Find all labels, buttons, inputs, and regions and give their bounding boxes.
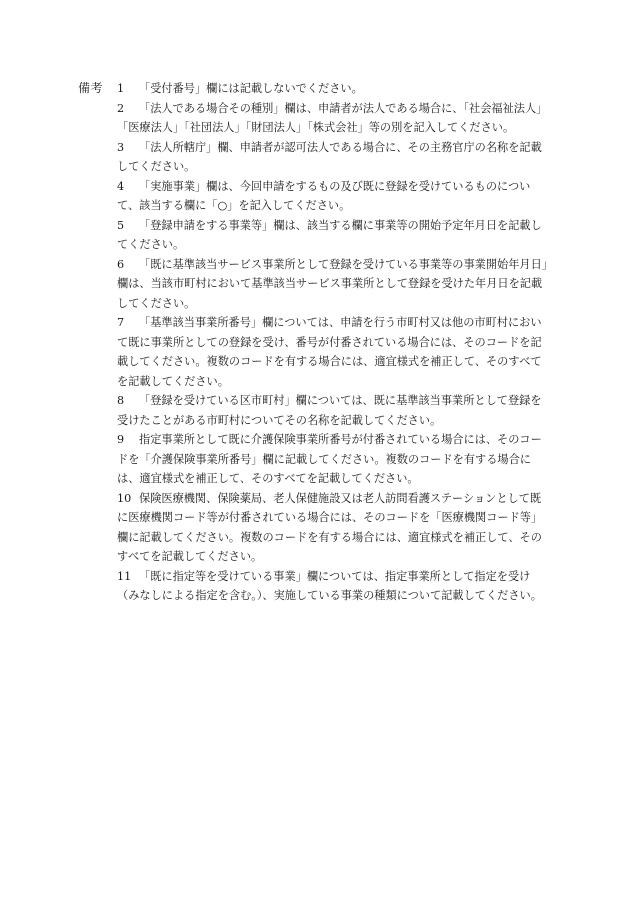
note-text: 「登録を受けている区市町村」欄については、既に基準該当事業所として登録を受けたことがある市町村についてその名称を記載してください。 — [117, 394, 542, 427]
note-number: 10 — [117, 491, 132, 505]
note-item-3 — [117, 138, 549, 177]
note-number: 3 — [117, 140, 125, 154]
note-number: 8 — [117, 394, 125, 407]
note-item-5 — [117, 216, 549, 255]
note-text: 「既に基準該当サービス事業所として登録を受けている事業等の事業開始年月日」欄は、当該市町村において基準該当サービス事業所として登録を受けた年月日を記載してください。 — [117, 257, 548, 310]
note-number: 4 — [117, 179, 125, 193]
note-text: 「既に指定等を受けている事業」欄については、指定事業所として指定を受け（みなしによる指定を含む。）、実施している事業の種類について記載してください。 — [117, 569, 542, 602]
note-item-7 — [117, 313, 549, 391]
note-item-10 — [117, 489, 549, 567]
notes-label: 備考 — [78, 81, 104, 95]
note-text: 保険医療機関、保険薬局、老人保健施設又は老人訪問看護ステーションとして既に医療機関コード等が付番されている場合には、そのコードを「医療機関コード等」欄に記載してください。複数のコードを有する場合には、適宜様式を補正して、そのすべてを記載してください。 — [117, 491, 543, 563]
note-text: 「登録申請をする事業等」欄は、該当する欄に事業等の開始予定年月日を記載してください。 — [117, 218, 542, 251]
note-text: 「受付番号」欄には記載しないでください。 — [139, 82, 363, 95]
note-number: 2 — [117, 101, 125, 115]
note-number: 1 — [117, 82, 125, 95]
note-item-1 — [117, 79, 549, 99]
note-item-11 — [117, 567, 549, 606]
note-item-9 — [117, 430, 549, 489]
note-list — [117, 79, 549, 606]
note-text: 「実施事業」欄は、今回申請をするもの及び既に登録を受けているものについて、該当する欄に「○」を記入してください。 — [117, 179, 531, 212]
note-text: 「法人所轄庁」欄、申請者が認可法人である場合に、その主務官庁の名称を記載してください。 — [117, 140, 542, 173]
note-number: 9 — [117, 433, 125, 446]
note-item-2 — [117, 99, 549, 138]
note-number: 5 — [117, 218, 125, 232]
note-item-4 — [117, 177, 549, 216]
note-item-8 — [117, 391, 549, 430]
note-text: 「基準該当事業所番号」欄については、申請を行う市町村又は他の市町村において既に事業所としての登録を受け、番号が付番されている場合には、そのコードを記載してください。複数のコードを有する場合には、適宜様式を補正して、そのすべてを記載してください。 — [117, 316, 542, 388]
note-item-6 — [117, 255, 549, 314]
note-text: 指定事業所として既に介護保険事業所番号が付番されている場合には、そのコードを「介護保険事業所番号」欄に記載してください。複数のコードを有する場合には、適宜様式を補正して、そのすべてを記載してください。 — [117, 433, 542, 485]
note-number: 7 — [117, 316, 125, 329]
note-number: 11 — [117, 569, 132, 583]
note-text: 「法人である場合その種別」欄は、申請者が法人である場合に、「社会福祉法人」「医療法人」「社団法人」「財団法人」「株式会社」等の別を記入してください。 — [117, 101, 548, 134]
note-number: 6 — [117, 257, 125, 271]
